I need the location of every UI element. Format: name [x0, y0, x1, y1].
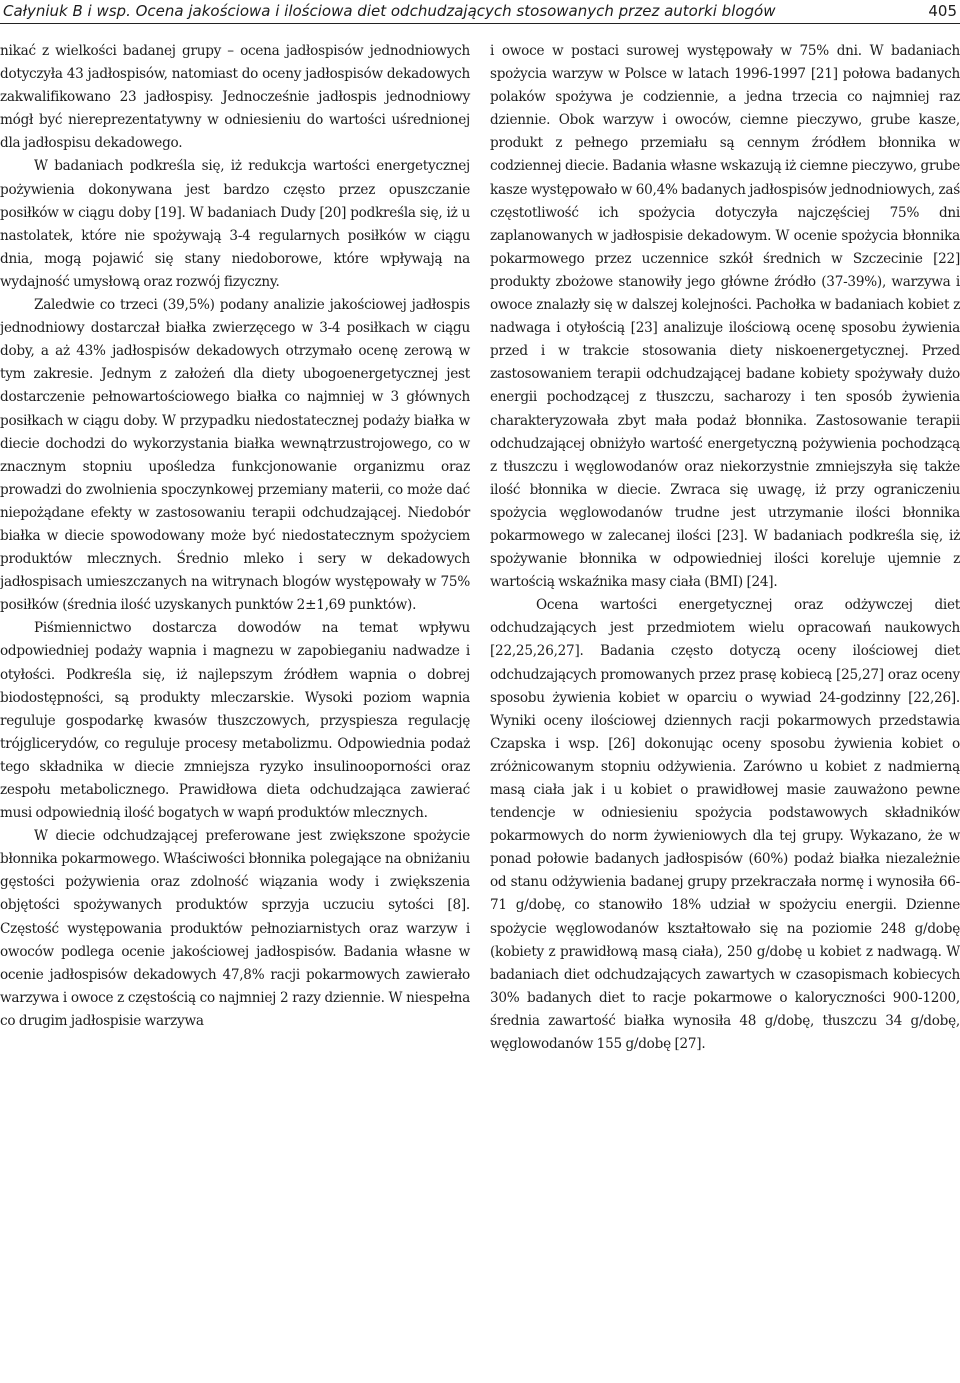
paragraph: W badaniach podkreśla się, iż redukcja wartości energetycznej pożywienia dokonywana jest bardzo często przez opuszczanie posiłków w ciągu doby [19]. W badaniach Dudy [20] podkreśla się, iż u nastolatek, które nie spożywają 3-4 regularnych posiłków w ciągu dnia, mogą pojawić się stany niedoborowe, które wpływają na wydajność umysłową oraz rozwój fizyczny.	[0, 158, 470, 290]
paragraph: Zaledwie co trzeci (39,5%) podany analizie jakościowej jadłospis jednodniowy dostarczał białka zwierzęcego w 3-4 posiłkach w ciągu doby, a aż 43% jadłospisów dekadowych otrzymało ocenę zerową w tym zakresie. Jednym z założeń dla diety ubogoenergetycznej jest dostarczenie pełnowartościowego białka co najmniej w 3 głównych posiłkach w ciągu doby. W przypadku niedostatecznej podaży białka w diecie dochodzi do wykorzystania białka wewnątrzustrojowego, co w znacznym stopniu upośledza funkcjonowanie organizmu oraz prowadzi do zwolnienia spoczynkowej przemiany materii, co może dać niepożądane efekty w zastosowaniu terapii odchudzającej. Niedobór białka w diecie spowodowany może być niedostatecznym spożyciem produktów mlecznych. Średnio mleko i sery w dekadowych jadłospisach umieszczanych na witrynach blogów występowały w 75% posiłków (średnia ilość uzyskanych punktów 2±1,69 punktów).	[0, 297, 470, 614]
paragraph: Piśmiennictwo dostarcza dowodów na temat wpływu odpowiedniej podaży wapnia i magnezu w zapobieganiu nadwadze i otyłości. Podkreśla się, iż najlepszym źródłem wapnia o dobrej biodostępności, są produkty mleczarskie. Wysoki poziom wapnia reguluje gospodarkę kwasów tłuszczowych, przyspiesza regulację trójglicerydów, co reguluje procesy metabolizmu. Odpowiednia podaż tego składnika w diecie zmniejsza ryzyko insulinooporności oraz zespołu metabolicznego. Prawidłowa dieta odchudzająca zawierać musi odpowiednią ilość bogatych w wapń produktów mlecznych.	[0, 620, 470, 822]
paragraph: Ocena wartości energetycznej oraz odżywczej diet odchudzających jest przedmiotem wielu opracowań naukowych [22,25,26,27]. Badania często dotyczą oceny ilościowej diet odchudzających promowanych przez prasę kobiecą [25,27] oraz oceny sposobu żywienia kobiet w oparciu o wywiad 24-godzinny [22,26]. Wyniki oceny ilościowej dziennych racji pokarmowych przedstawia Czapska i wsp. [26] dokonując oceny sposobu żywienia kobiet o zróżnicowanym stopniu odżywienia. Zarówno u kobiet z nadmierną masą ciała jak i u kobiet o prawidłowej masie zauważono pewne tendencje w odniesieniu spożycia podstawowych składników pokarmowych do norm żywieniowych dla tej grupy. Wykazano, że w ponad połowie badanych jadłospisów (60%) podaż białka niezależnie od stanu odżywienia badanej grupy przekraczała normę i wynosiła 66-71 g/dobę, co stanowiło 18% udział w spożyciu energii. Dzienne spożycie węglowodanów kształtowało się na poziomie 248 g/dobę (kobiety z prawidłową masą ciała), 250 g/dobę u kobiet z nadwagą. W badaniach diet odchudzających zawartych w czasopismach kobiecych 30% badanych diet to racje pokarmowe o kaloryczności 900-1200, średnia zawartość białka wynosiła 48 g/dobę, tłuszczu 34 g/dobę, węglowodanów 155 g/dobę [27].	[490, 597, 960, 1053]
right-column	[490, 40, 960, 1056]
header-rule	[0, 23, 960, 24]
paragraph: W diecie odchudzającej preferowane jest zwiększone spożycie błonnika pokarmowego. Właściwości błonnika polegające na obniżaniu gęstości pożywienia oraz zdolność wiązania wody i zwiększenia objętości spożywanych produktów sprzyja uczuciu sytości [8]. Częstość występowania produktów pełnoziarnistych oraz warzyw i owoców podlega ocenie jakościowej jadłospisów. Badania własne w ocenie jadłospisów dekadowych 47,8% racji pokarmowych zawierało warzywa i owoce z częstością co najmniej 2 razy dziennie. W niespełna co drugim jadłospisie warzywa	[0, 828, 470, 1029]
paragraph: i owoce w postaci surowej występowały w 75% dni. W badaniach spożycia warzyw w Polsce w latach 1996-1997 [21] połowa badanych polaków spożywa je codziennie, a jedna trzecia co najmniej raz dziennie. Obok warzyw i owoców, ciemne pieczywo, grube kasze, produkt z pełnego przemiału są cennym źródłem błonnika w codziennej diecie. Badania własne wskazują iż ciemne pieczywo, grube kasze występowało w 60,4% badanych jadłospisów jednodniowych, zaś częstotliwość ich spożycia dotyczyła najczęściej 75% dni zaplanowanych w jadłospisie dekadowym. W ocenie spożycia błonnika pokarmowego przez uczennice szkół średnich w Szczecinie [22] produkty zbożowe stanowiły jego główne źródło (37-39%), warzywa i owoce znalazły się w dalszej kolejności. Pachołka w badaniach kobiet z nadwaga i otyłością [23] analizuje ilościową ocenę sposobu żywienia przed i w trakcie stosowania diety niskoenergetycznej. Przed zastosowaniem terapii odchudzającej badane kobiety spożywały dużo energii pochodzącej z tłuszczu, sacharozy i ten sposób żywienia charakteryzowała zbyt mała podaż błonnika. Zastosowanie terapii odchudzającej obniżyło wartość energetyczną pożywienia pochodzącą z tłuszczu i węglowodanów oraz niekorzystnie zmniejszyła się także ilość błonnika w diecie. Zwraca się uwagę, iż przy ograniczeniu spożycia węglowodanów trudne jest utrzymanie ilości błonnika pokarmowego w zalecanej ilości [23]. W badaniach podkreśla się, iż spożywanie błonnika w odpowiedniej ilości koreluje ujemnie z wartością wskaźnika masy ciała (BMI) [24].	[490, 43, 960, 591]
running-header	[0, 0, 960, 22]
running-title: Całyniuk B i wsp. Ocena jakościowa i ilościowa diet odchudzających stosowanych przez autorki blogów	[3, 2, 776, 20]
left-column	[0, 40, 470, 1033]
page-number: 405	[928, 2, 957, 20]
paragraph: nikać z wielkości badanej grupy – ocena jadłospisów jednodniowych dotyczyła 43 jadłospisów, natomiast do oceny jadłospisów dekadowych zakwalifikowano 23 jadłospisy. Jednocześnie jadłospis jednodniowy mógł być niereprezentatywny w odniesieniu do wartości uśrednionej dla jadłospisu dekadowego.	[0, 43, 470, 152]
